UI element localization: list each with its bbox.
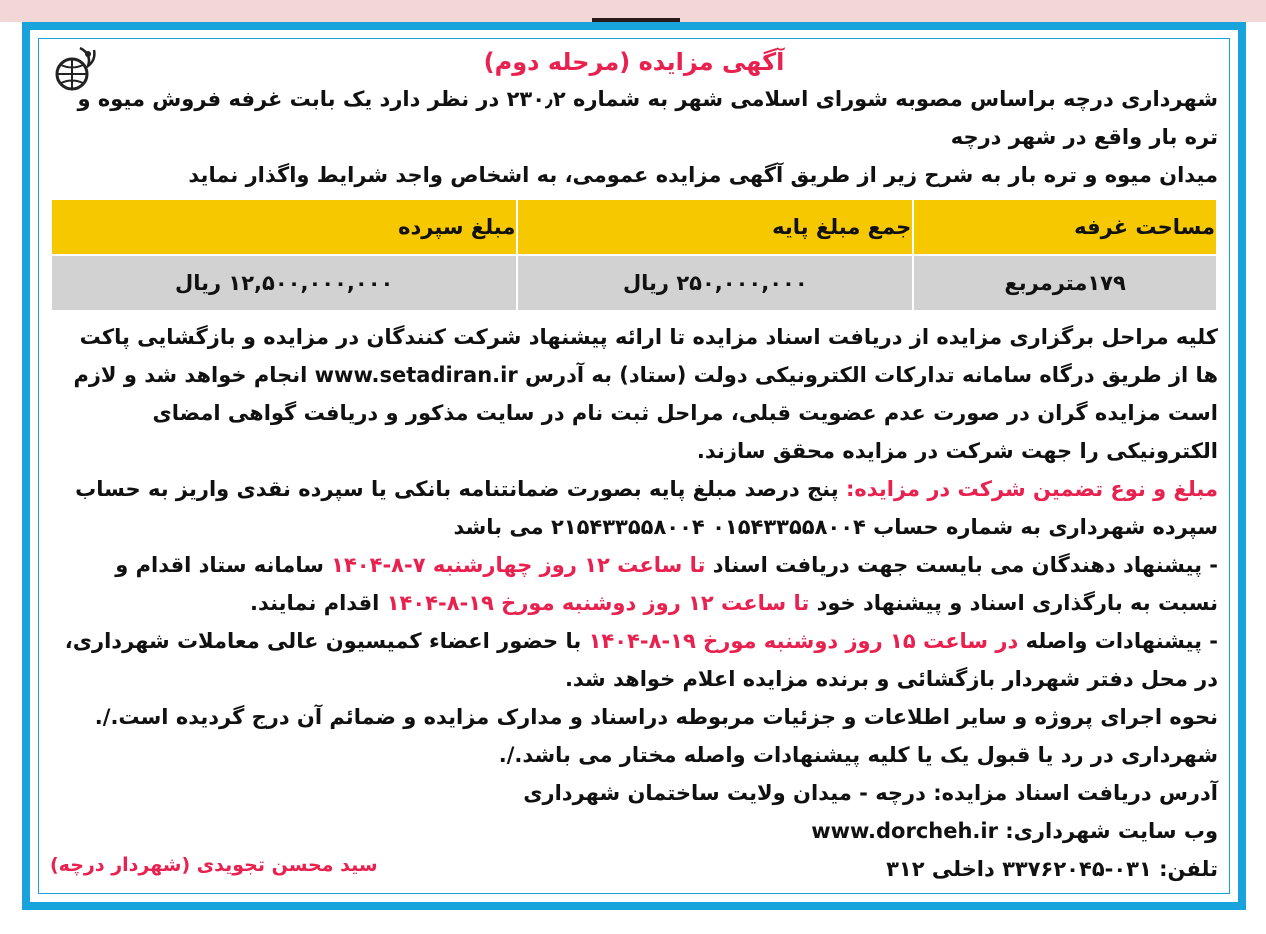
stages-paragraph <box>50 318 1218 470</box>
opening-text-2: با حضور اعضاء کمیسیون عالی معاملات شهرداری، در محل دفتر شهردار بازگشائی و برنده مزایده اعلام خواهد شد. <box>64 629 1218 691</box>
cell-deposit: ۱۲,۵۰۰,۰۰۰,۰۰۰ ریال <box>51 255 517 311</box>
deadline-text-3: اقدام نمایند. <box>249 591 380 615</box>
website-line <box>50 812 1218 850</box>
rights-line: شهرداری در رد یا قبول یک یا کلیه پیشنهادات واصله مختار می باشد./. <box>498 743 1218 767</box>
opening-paragraph <box>50 622 1218 698</box>
deadline-text-2: سامانه ستاد اقدام و نسبت به بارگذاری اسناد و پیشنهاد خود <box>115 553 1218 615</box>
intro-line-1: شهرداری درچه براساس مصوبه شورای اسلامی شهر به شماره ۲۳۰٫۲ در نظر دارد یک بابت غرفه فروش میوه و تره بار واقع در شهر درچه <box>77 87 1218 149</box>
header-base-price: جمع مبلغ پایه <box>517 199 913 255</box>
setad-website-link[interactable]: www.setadiran.ir <box>314 363 518 387</box>
website-label: وب سایت شهرداری: <box>1005 819 1218 843</box>
table-row <box>51 255 1217 311</box>
cell-base-price: ۲۵۰,۰۰۰,۰۰۰ ریال <box>517 255 913 311</box>
phone-row <box>50 850 1218 888</box>
advertisement-frame <box>22 22 1246 910</box>
opening-text-1: - پیشنهادات واصله <box>1025 629 1218 653</box>
deadline-text-1: - پیشنهاد دهندگان می بایست جهت دریافت اسناد <box>712 553 1218 577</box>
opening-date: در ساعت ۱۵ روز دوشنبه مورخ ۱۹-۸-۱۴۰۴ <box>588 629 1019 653</box>
table-header-row <box>51 199 1217 255</box>
page-title: آگهی مزایده (مرحله دوم) <box>483 48 785 76</box>
guarantee-label: مبلغ و نوع تضمین شرکت در مزایده: <box>845 477 1218 501</box>
deadline-date-1: تا ساعت ۱۲ روز چهارشنبه ۷-۸-۱۴۰۴ <box>331 553 706 577</box>
auction-info-table <box>50 198 1218 312</box>
cell-booth-area: ۱۷۹مترمربع <box>913 255 1217 311</box>
mayor-signature: سید محسن تجویدی (شهردار درچه) <box>50 854 378 876</box>
stages-text-2: انجام خواهد شد و لازم است مزایده گران در صورت عدم عضویت قبلی، مراحل ثبت نام در سایت مذکور و دریافت گواهی امضای الکترونیکی را جهت شرکت در مزایده محقق سازند. <box>73 363 1218 463</box>
header-deposit: مبلغ سپرده <box>51 199 517 255</box>
phone-line: تلفن: ۰۳۱-۳۳۷۶۲۰۴۵ داخلی ۳۱۲ <box>886 857 1218 881</box>
stages-text-1: کلیه مراحل برگزاری مزایده از دریافت اسناد مزایده تا ارائه پیشنهاد شرکت کنندگان در مزایده و بازگشایی پاکت ها از طریق درگاه سامانه تدارکات الکترونیکی دولت (ستاد) به آدرس <box>79 325 1218 387</box>
advertisement-content <box>50 36 1218 888</box>
header-booth-area: مساحت غرفه <box>913 199 1217 255</box>
intro-line-2: میدان میوه و تره بار به شرح زیر از طریق آگهی مزایده عمومی، به اشخاص واجد شرایط واگذار نماید <box>188 163 1218 187</box>
deadline-paragraph <box>50 546 1218 622</box>
details-line: نحوه اجرای پروژه و سایر اطلاعات و جزئیات مربوطه دراسناد و مدارک مزایده و ضمائم آن درج گردیده است./. <box>94 705 1218 729</box>
guarantee-paragraph <box>50 470 1218 546</box>
municipality-website-link[interactable]: www.dorcheh.ir <box>811 819 998 843</box>
guarantee-text: پنج درصد مبلغ پایه بصورت ضمانتنامه بانکی یا سپرده نقدی واریز به حساب سپرده شهرداری به شماره حساب ۰۱۵۴۳۳۵۵۸۰۰۴ ۲۱۵۴۳۳۵۵۸۰۰۴ می باشد <box>75 477 1218 539</box>
deadline-date-2: تا ساعت ۱۲ روز دوشنبه مورخ ۱۹-۸-۱۴۰۴ <box>386 591 810 615</box>
address-line: آدرس دریافت اسناد مزایده: درچه - میدان ولایت ساختمان شهرداری <box>523 781 1218 805</box>
